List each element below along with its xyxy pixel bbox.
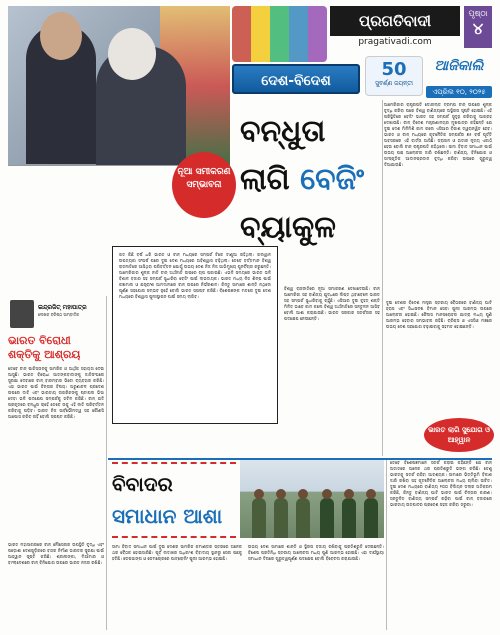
- page-number: ୪: [472, 19, 484, 38]
- column-rule: [106, 296, 107, 630]
- section-title: ଦେଶ-ବିଦେଶ: [232, 64, 360, 94]
- page-number-badge: [464, 6, 492, 48]
- main-story-right-text: ଆମେରିକାର ରାଷ୍ଟ୍ରପତି ଡୋନାଲ୍ଡ ଟ୍ରମ୍ପ ଚୀନ୍ ଉପରେ ଶୁଳ୍କ ବୃଦ୍ଧି କରିବା ପରେ ବିଶ୍ୱ ବାଣିଜ୍ୟରେ ଅସ୍ଥିରତା ସୃଷ୍ଟି ହୋଇଛି। ଏହି ପରିସ୍ଥିତିରେ ବେଜିଂ ଭାରତ ସହ ସମ୍ପର୍କ ସୁଦୃଢ଼ କରିବାକୁ ଆଗ୍ରହ ଦେଖାଉଛି। ଚୀନ୍ ବିଦେଶ ମନ୍ତ୍ରଣାଳୟର ମୁଖପାତ୍ର କହିଛନ୍ତି ଯେ ଦୁଇ ଦେଶ ମିଳିମିଶି କାମ କଲେ ଏସିଆର ବିକାଶ ତ୍ୱରାନ୍ୱିତ ହେବ। ଭାରତ ଓ ଚୀନ୍ ମଧ୍ୟରେ କୂଟନୈତିକ ସମ୍ପର୍କର ୭୫ ବର୍ଷ ପୂର୍ତ୍ତି ଅବସରରେ ଏହି ବାର୍ତ୍ତା ଆସିଛି। ଡ୍ରାଗନ ଓ ହାତୀର ନୃତ୍ୟ ଏକାଠି ହେଉ ବୋଲି ଚୀନ୍ ରାଷ୍ଟ୍ରପତି କହିଥିଲେ। ସୀମା ବିବାଦ ସମାଧାନ ପାଇଁ ଉଭୟ ପକ୍ଷ ଆଲୋଚନା ଜାରି ରଖିଛନ୍ତି। ବାଣିଜ୍ୟ, ବିନିଯୋଗ ଓ ସାଂସ୍କୃତିକ ଆଦାନପ୍ରଦାନ ବୃଦ୍ଧି କରିବା ଉପରେ ଗୁରୁତ୍ୱ ଦିଆଯାଉଛି।: [384, 102, 492, 167]
- soldier-figure: [274, 498, 288, 538]
- bottom-headline-line-2: ସମାଧାନ ଆଶା: [112, 504, 223, 528]
- soldier-figure: [320, 498, 334, 538]
- anniversary-number: 50: [381, 59, 407, 80]
- anniversary-badge: [365, 56, 423, 96]
- bottom-headline: [112, 462, 236, 538]
- bottom-headline-line-1: ବିବାଦର: [112, 472, 173, 496]
- newspaper-website: pragativadi.com: [358, 37, 432, 47]
- side-story-text: ତେବେ ଚୀନ୍ ପାକିସ୍ତାନକୁ ସାମରିକ ଓ ଆର୍ଥିକ ସହାୟତା ଦେଇ ଆସୁଛି। ଭାରତ ବିରୋଧୀ ଆତଙ୍କବାଦୀଙ୍କୁ ଜାତିସଂଘରେ ସୁରକ୍ଷା ଦେବାରେ ଚୀନ୍ ବାରମ୍ବାର ଭିଟୋ ବ୍ୟବହାର କରିଛି। ଏହା ଭାରତ ପାଇଁ ଚିନ୍ତାର ବିଷୟ। ଅରୁଣାଚଳ ପ୍ରଦେଶ ଉପରେ ଦାବି ଏବଂ ଭାରତୀୟ ନାଗରିକଙ୍କୁ ଷ୍ଟାପଲ ଭିସା ଦେବା ଭଳି ପଦକ୍ଷେପ ସମ୍ପର୍କକୁ ଜଟିଳ କରିଛି। ଚୀନ୍ ଯଦି ପ୍ରକୃତରେ ବନ୍ଧୁତା ଚାହେଁ ତେବେ ତାକୁ ଏହି ନୀତି ପରିବର୍ତ୍ତନ କରିବାକୁ ପଡ଼ିବ। ଭାରତ ନିଜ ସାର୍ବଭୌମତ୍ୱ ସହ କୌଣସି ଆପୋସ କରିବ ନାହିଁ ବୋଲି ସ୍ପଷ୍ଟ କରିଛି।: [8, 366, 104, 419]
- kicker-badge: ନୂଆ ସମୀକରଣ ସମ୍ଭାବନା: [172, 152, 236, 218]
- main-story-box-text: ଗତ କିଛି ବର୍ଷ ଧରି ଭାରତ ଓ ଚୀନ୍ ମଧ୍ୟରେ ସମ୍ପର୍କ ଟିକେ ଟାଣୁଆ ରହିଥିଲା। ଗଲୱାନ ଉପତ୍ୟକା ସଂଘର୍ଷ ପରେ ଦୁଇ ଦେଶ ମଧ୍ୟରେ ଅବିଶ୍ୱାସ ବଢ଼ିଥିଲା। ତେବେ ବର୍ତ୍ତମାନ ବିଶ୍ୱ ରାଜନୀତିରେ ଆସିଥିବା ପରିବର୍ତ୍ତନ ଯୋଗୁଁ ଉଭୟ ଦେଶ ନିଜ ନିଜ ଆଭିମୁଖ୍ୟ ପୁନର୍ବିଚାର କରୁଛନ୍ତି। ଆମେରିକାର ଶୁଳ୍କ ନୀତି ଚୀନ୍ ଅର୍ଥନୀତି ଉପରେ ଚାପ ପକାଇଛି। ଏଭଳି ସମୟରେ ଭାରତ ଭଳି ବିଶାଳ ବଜାର ସହ ସମ୍ପର୍କ ସୁଧାରିବା ବେଜିଂ ପାଇଁ ଲାଭଦାୟକ। ଭାରତ ମଧ୍ୟ ନିଜ ଶିଳ୍ପ ପାଇଁ କଞ୍ଚାମାଲ ଓ ଯନ୍ତ୍ରାଂଶ ଆମଦାନୀରେ ଚୀନ୍ ଉପରେ ନିର୍ଭରଶୀଳ। କିନ୍ତୁ ସୀମାରେ ଶାନ୍ତି ନଥିଲେ ପୂର୍ଣ୍ଣ ସହଯୋଗ ସମ୍ଭବ ନୁହେଁ ବୋଲି ଭାରତ ସ୍ପଷ୍ଟ କରିଛି। ବିଶେଷଜ୍ଞଙ୍କ ମତରେ ଦୁଇ ଦେଶ ମଧ୍ୟରେ ବିଶ୍ୱାସ ପୁନଃସ୍ଥାପନ ପାଇଁ ସମୟ ଲାଗିବ।: [119, 252, 272, 299]
- dateline: ଏପ୍ରିଲ ୧୦, ୨୦୨୫: [426, 86, 492, 98]
- soldiers-photo: [240, 460, 384, 538]
- soldier-figure: [342, 498, 356, 538]
- side-story-headline: ଭାରତ ବିରୋଧୀ ଶକ୍ତିକୁ ଆଶ୍ରୟ: [8, 334, 81, 361]
- soldier-figure: [296, 498, 310, 538]
- supplement-name: ଆଜିକାଲି: [434, 58, 484, 74]
- bottom-story-column-2: ଉଭୟ ଦେଶ ସୀମାରେ ଶାନ୍ତି ଓ ସ୍ଥିରତା ବଜାୟ ରଖିବାକୁ ପ୍ରତିଶ୍ରୁତି ଦେଇଛନ୍ତି। ବିଶେଷ ପ୍ରତିନିଧି ସ୍ତରୀୟ ଆଲୋଚନା ମଧ୍ୟ ପୁଣି ଆରମ୍ଭ ହୋଇଛି। ଏହା ଦୀର୍ଘସ୍ଥାୟୀ ସମାଧାନ ଦିଗରେ ଗୁରୁତ୍ୱପୂର୍ଣ୍ଣ ପଦକ୍ଷେପ ବୋଲି ବିବେଚନା କରାଯାଉଛି।: [248, 544, 384, 561]
- callout-badge: ଭାରତ ଲାଗି ସୁଯୋଗ ଓ ଆହ୍ୱାନ: [424, 418, 494, 452]
- headline-line-2: [240, 156, 400, 204]
- masthead: [330, 6, 492, 62]
- newspaper-logo: ପ୍ରଗତିବାଦୀ: [330, 6, 460, 36]
- author-name: ଇନ୍ଦ୍ରଜିତ୍ ମହାପାତ୍ର: [38, 304, 87, 311]
- main-story-mid-column: ବିଶ୍ୱ ରାଜନୀତିରେ ନୂଆ ସମୀକରଣ ଦେଖାଦେଉଛି। ଚୀନ୍ ଆମେରିକା ସହ ବାଣିଜ୍ୟ ଯୁଦ୍ଧରେ ଲିପ୍ତ ଥିବାବେଳେ ଭାରତ ସହ ସମ୍ପର୍କ ସୁଧାରିବାକୁ ଚାହୁଁଛି। ଏସିଆର ଦୁଇ ବୃହତ୍ ଶକ୍ତି ମିଳିତ ଭାବେ କାମ କଲେ ବିଶ୍ୱ ଅର୍ଥନୀତିରେ ସନ୍ତୁଳନ ଆସିବ ବୋଲି ଆଶା କରାଯାଉଛି। ଭାରତ ସରକାର ସତର୍କତାର ସହ ପଦକ୍ଷେପ ନେଉଛନ୍ତି।: [284, 286, 380, 321]
- author-byline: [8, 300, 102, 330]
- leaders-photo: [8, 6, 230, 166]
- headline-line-2a: ଲାଗି: [240, 162, 301, 197]
- side-story-text-2: ଭାରତ ମହାସାଗରରେ ଚୀନ୍ ନୌସେନାର ଉପସ୍ଥିତି ବୃଦ୍ଧି ଏବଂ ପଡ଼ୋଶୀ ଦେଶଗୁଡ଼ିକରେ ବନ୍ଦର ନିର୍ମାଣ ଭାରତର ସୁରକ୍ଷା ପାଇଁ ଆହ୍ୱାନ ସୃଷ୍ଟି କରିଛି। ଶ୍ରୀଲଙ୍କା, ମିଆଁମାର ଓ ବାଂଲାଦେଶରେ ଚୀନ୍ ବିନିଯୋଗ ଉପରେ ଭାରତ ନଜର ରଖିଛି।: [8, 542, 104, 565]
- headline-line-2b: ବେଜିଂ: [300, 162, 365, 197]
- bottom-story-column-1: ସୀମା ବିବାଦ ସମାଧାନ ପାଇଁ ଦୁଇ ଦେଶର ସାମରିକ କମାଣ୍ଡର ସ୍ତରରେ ଅନେକ ଥର ବୈଠକ ହୋଇସାରିଛି। ପୂର୍ବ ଲଦାଖର ଅଧିକାଂଶ ବିବାଦୀୟ ସ୍ଥାନରୁ ସେନା ପଛକୁ ହଟିଛି। ଡେପସାଙ୍ଗ ଓ ଡେମଚୋକରେ ପାଟ୍ରୋଲିଂ ପୁନଃ ଆରମ୍ଭ ହୋଇଛି।: [112, 544, 242, 561]
- bottom-story-right-column: ତେବେ ବିଶେଷଜ୍ଞମାନେ ସତର୍କ କରାଇ କହିଛନ୍ତି ଯେ ଚୀନ୍ ଅତୀତରେ ଅନେକ ଥର ପ୍ରତିଶ୍ରୁତି ଭଙ୍ଗ କରିଛି। ତେଣୁ ଭାରତକୁ ସତର୍କ ରହିବା ଆବଶ୍ୟକ। ସୀମାରେ ଭିତ୍ତିଭୂମି ବିକାଶ ଜାରି ରଖିବା ସହ କୂଟନୈତିକ ଆଲୋଚନା ମଧ୍ୟ ଚାଲିବା ଉଚିତ। ଦୁଇ ଦେଶ ମଧ୍ୟରେ ବାଣିଜ୍ୟ ୧୦୦ ବିଲିୟନ ଡଲାର ଅତିକ୍ରମ କରିଛି, କିନ୍ତୁ ବାଣିଜ୍ୟ ଘାଟି ଭାରତ ପାଇଁ ଚିନ୍ତାର କାରଣ। ସନ୍ତୁଳିତ ବାଣିଜ୍ୟ ସମ୍ପର୍କ ଗଢ଼ିବା ପାଇଁ ଚୀନ୍ ବଜାରରେ ଭାରତୀୟ ଉତ୍ପାଦର ପ୍ରବେଶ ସହଜ କରିବା ଜରୁରୀ।: [390, 460, 492, 507]
- headline-line-3: ବ୍ୟାକୁଳ: [240, 210, 336, 245]
- soldier-figure: [364, 498, 378, 538]
- author-designation: ଲେଖକ ବରିଷ୍ଠ ସାମ୍ବାଦିକ: [38, 312, 80, 317]
- soldier-figure: [252, 498, 266, 538]
- anniversary-text: ସୁବର୍ଣ୍ଣ ଜୟନ୍ତୀ: [375, 80, 413, 87]
- main-story-right-column: [384, 102, 492, 295]
- leader-right-head: [108, 28, 156, 80]
- main-story-box: [112, 246, 278, 424]
- main-story-right-column-2: ଦୁଇ ଦେଶର ବିଦେଶ ମନ୍ତ୍ରୀ ସ୍ତରୀୟ ବୈଠକରେ ବାଣିଜ୍ୟ ଘାଟି ହ୍ରାସ ଏବଂ ସିଧାସଳଖ ବିମାନ ସେବା ପୁନଃ ଆରମ୍ଭ ଉପରେ ଆଲୋଚନା ହୋଇଛି। କୈଳାସ ମାନସରୋବର ଯାତ୍ରା ମଧ୍ୟ ପୁଣି ଆରମ୍ଭ ହେବାର ସମ୍ଭାବନା ରହିଛି। ବ୍ରିକ୍ସ ଓ ଏସସିଓ ମଞ୍ଚରେ ଉଭୟ ଦେଶ ସହଯୋଗ ବଢ଼ାଇବାକୁ ସହମତ ହୋଇଛନ୍ତି।: [386, 300, 492, 329]
- column-rule: [382, 100, 383, 456]
- author-photo: [10, 300, 34, 328]
- leader-left-head: [40, 12, 82, 60]
- column-rule: [386, 460, 387, 630]
- world-flags-graphic: [232, 6, 327, 62]
- page-word: ପୃଷ୍ଠା: [468, 9, 488, 18]
- headline-line-1: ବନ୍ଧୁତା: [240, 114, 326, 149]
